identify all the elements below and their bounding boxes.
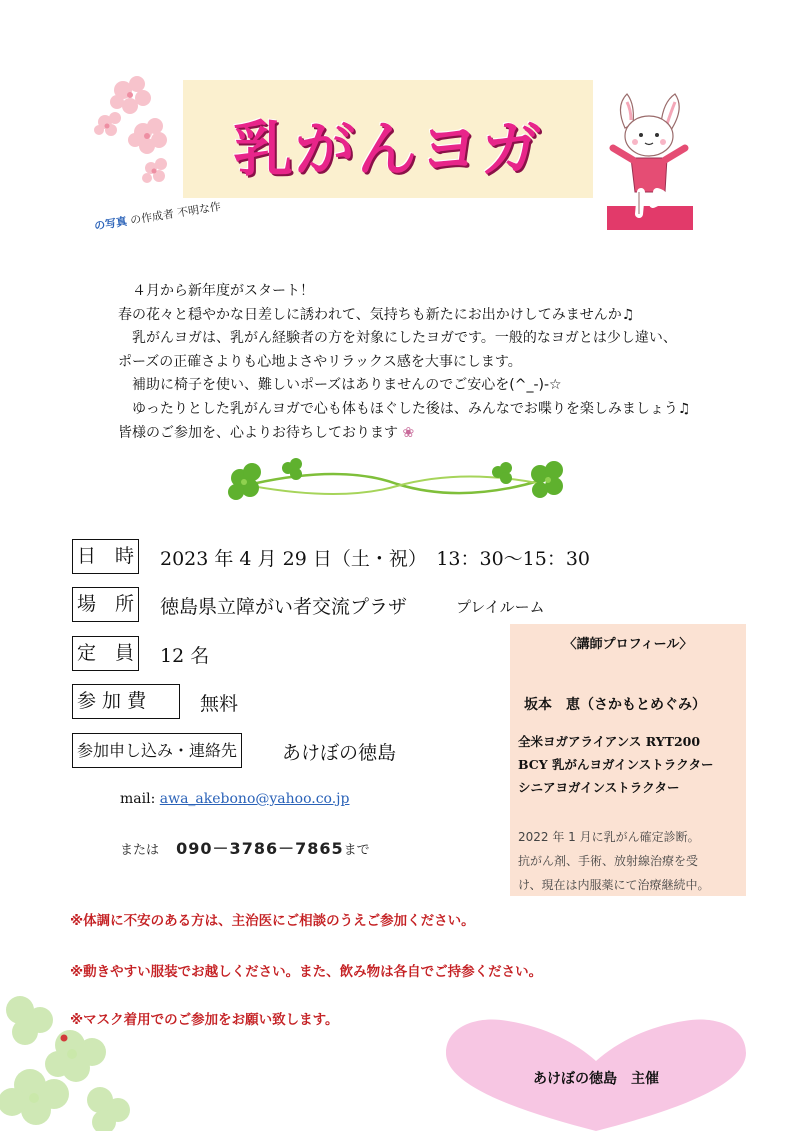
intro-line: ゆったりとした乳がんヨガで心も体もほぐした後は、みんなでお喋りを楽しみましょう♫ xyxy=(132,400,691,417)
place-label: 場 所 xyxy=(72,587,139,622)
intro-line: ポーズの正確さよりも心地よさやリラックス感を大事にします。 xyxy=(118,353,522,370)
clover-corner-decoration xyxy=(0,990,140,1131)
phone-number: 090－3786－7865 xyxy=(176,839,344,858)
contact-value: あけぼの徳島 xyxy=(282,742,397,764)
page-title: 乳がんヨガ xyxy=(233,115,543,185)
intro-line xyxy=(118,422,728,446)
intro-line: 乳がんヨガは、乳がん経験者の方を対象にしたヨガです。一般的なヨガとは少し違い、 xyxy=(132,330,677,347)
intro-paragraph xyxy=(118,280,728,445)
mail-address-link[interactable]: awa_akebono@yahoo.co.jp xyxy=(159,791,350,807)
clover-vine-divider xyxy=(222,458,572,510)
rabbit-yoga-illustration xyxy=(605,88,695,233)
phone-suffix: まで xyxy=(343,843,370,858)
phone-line xyxy=(120,836,370,859)
fee-label: 参 加 費 xyxy=(72,684,180,719)
profile-bio: 抗がん剤、手術、放射線治療を受 xyxy=(518,854,699,868)
cherry-blossom-decoration xyxy=(85,70,195,190)
capacity-label: 定 員 xyxy=(72,636,139,671)
phone-prefix: または xyxy=(120,843,160,858)
intro-line: 春の花々と穏やかな日差しに誘われて、気持ちも新たにお出かけしてみませんか♫ xyxy=(118,306,635,323)
profile-cert: シニアヨガインストラクター xyxy=(518,780,680,795)
photo-credit xyxy=(93,191,263,233)
title-banner xyxy=(183,80,593,198)
contact-label: 参加申し込み・連絡先 xyxy=(72,733,242,768)
intro-closing: 皆様のご参加を、心よりお待ちしております xyxy=(118,424,398,441)
profile-bio: け、現在は内服薬にて治療継続中。 xyxy=(518,878,710,892)
profile-cert: 全米ヨガアライアンス RYT200 xyxy=(518,734,701,749)
fee-value: 無料 xyxy=(200,693,239,715)
profile-bio: 2022 年 1 月に乳がん確定診断。 xyxy=(518,830,700,844)
date-label: 日 時 xyxy=(72,539,139,574)
instructor-name: 坂本 恵（さかもとめぐみ） xyxy=(524,697,706,713)
note-mask: ※マスク着用でのご参加をお願い致します。 xyxy=(70,1012,339,1028)
intro-line: 補助に椅子を使い、難しいポーズはありませんのでご安心を(^_-)-☆ xyxy=(132,377,562,394)
profile-heading: 〈講師プロフィール〉 xyxy=(563,637,693,652)
intro-line: ４月から新年度がスタート！ xyxy=(132,283,314,299)
note-clothing: ※動きやすい服装でお越しください。また、飲み物は各自でご持参ください。 xyxy=(70,964,543,980)
note-health: ※体調に不安のある方は、主治医にご相談のうえご参加ください。 xyxy=(70,913,475,929)
capacity-value: 12 名 xyxy=(160,645,210,667)
mail-line xyxy=(120,791,350,807)
flower-icon: ❀ xyxy=(402,424,415,441)
profile-cert: BCY 乳がんヨガインストラクター xyxy=(518,757,714,772)
mail-label: mail: xyxy=(120,791,156,807)
instructor-profile xyxy=(510,624,746,896)
organizer-label: あけぼの徳島 主催 xyxy=(533,1071,659,1087)
place-value: 徳島県立障がい者交流プラザ xyxy=(160,596,408,618)
photo-credit-text: の作成者 不明な作 xyxy=(129,199,222,228)
photo-credit-link[interactable]: の写真 xyxy=(93,214,128,233)
place-room: プレイルーム xyxy=(456,598,545,616)
date-value: 2023 年 4 月 29 日（土・祝） 13：30～15：30 xyxy=(160,548,591,570)
